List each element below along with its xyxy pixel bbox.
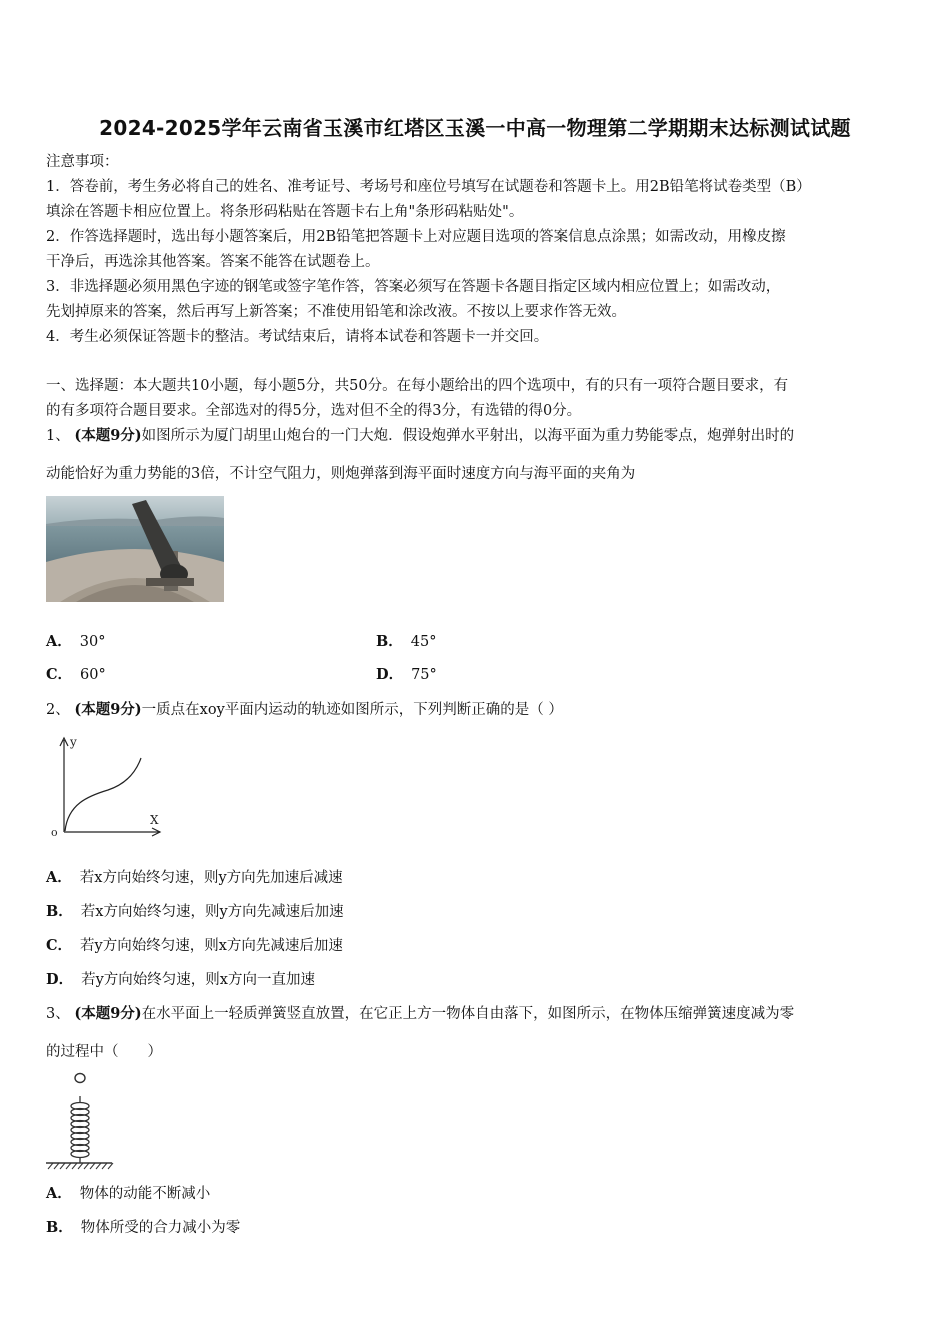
spring-diagram: [46, 1070, 114, 1170]
question-text: 如图所示为厦门胡里山炮台的一门大炮．假设炮弹水平射出，以海平面为重力势能零点，炮弹射出时的: [141, 428, 795, 444]
option-letter: B．: [46, 1219, 73, 1236]
question-text: 在水平面上一轻质弹簧竖直放置，在它正上方一物体自由落下，如图所示，在物体压缩弹簧速度减为零: [141, 1006, 795, 1022]
cannon-photo: [46, 496, 224, 602]
notice-line: 干净后，再选涂其他答案。答案不能答在试题卷上。: [46, 254, 380, 270]
question-score: (本题9分): [74, 701, 142, 718]
option-letter: B．: [46, 903, 73, 920]
x-axis-label: X: [150, 813, 159, 827]
question-score: (本题9分): [74, 1005, 142, 1022]
question-2-option-a[interactable]: [46, 868, 343, 888]
origin-label: o: [51, 826, 58, 839]
question-1-option-c[interactable]: [46, 665, 106, 685]
section-instructions: 的有多项符合题目要求。全部选对的得5分，选对但不全的得3分，有选错的得0分。: [46, 403, 582, 419]
notice-line: 4．考生必须保证答题卡的整洁。考试结束后，请将本试卷和答题卡一并交回。: [46, 329, 549, 345]
question-1-stem: [46, 426, 908, 446]
question-3-option-b[interactable]: [46, 1218, 240, 1238]
question-2-option-c[interactable]: [46, 936, 343, 956]
question-1-stem-cont: 动能恰好为重力势能的3倍，不计空气阻力，则炮弹落到海平面时速度方向与海平面的夹角为: [46, 466, 636, 482]
question-text: 一质点在xoy平面内运动的轨迹如图所示，下列判断正确的是（ ）: [141, 702, 563, 718]
notice-heading: 注意事项：: [46, 154, 119, 170]
option-text: 若y方向始终匀速，则x方向先减速后加速: [80, 938, 343, 954]
question-1-option-d[interactable]: [376, 665, 437, 685]
trajectory-curve: [65, 758, 141, 831]
question-3-stem: [46, 1004, 908, 1024]
question-2-option-b[interactable]: [46, 902, 344, 922]
option-text: 物体所受的合力减小为零: [80, 1220, 241, 1236]
page-title: 2024-2025学年云南省玉溪市红塔区玉溪一中高一物理第二学期期末达标测试试题: [99, 116, 851, 140]
option-letter: C．: [46, 937, 73, 954]
spring-coil-icon: [71, 1096, 89, 1163]
option-text: 60°: [80, 667, 106, 683]
question-number: 1、: [46, 428, 70, 444]
notice-line: 2．作答选择题时，选出每小题答案后，用2B铅笔把答题卡上对应题目选项的答案信息点涂黑；如需改动，用橡皮擦: [46, 229, 786, 245]
question-1-option-b[interactable]: [376, 632, 436, 652]
y-axis-label: y: [70, 735, 77, 749]
option-text: 75°: [411, 667, 437, 683]
question-score: (本题9分): [74, 427, 142, 444]
ground-hatch-icon: [48, 1163, 113, 1169]
option-letter: A．: [46, 1185, 72, 1202]
option-letter: A．: [46, 869, 72, 886]
option-letter: B．: [376, 633, 403, 650]
notice-line: 3．非选择题必须用黑色字迹的钢笔或签字笔作答，答案必须写在答题卡各题目指定区域内相应位置上；如需改动，: [46, 279, 781, 295]
notice-line: 先划掉原来的答案，然后再写上新答案；不准使用铅笔和涂改液。不按以上要求作答无效。: [46, 304, 626, 320]
option-text: 45°: [410, 634, 437, 650]
option-text: 若x方向始终匀速，则y方向先减速后加速: [80, 904, 344, 920]
option-text: 若x方向始终匀速，则y方向先加速后减速: [79, 870, 343, 886]
option-letter: C．: [46, 666, 73, 683]
section-instructions: 一、选择题：本大题共10小题，每小题5分，共50分。在每小题给出的四个选项中，有的只有一项符合题目要求，有: [46, 378, 789, 394]
option-letter: D．: [46, 971, 74, 988]
notice-line: 1．答卷前，考生务必将自己的姓名、准考证号、考场号和座位号填写在试题卷和答题卡上。用2B铅笔将试卷类型（B）: [46, 179, 811, 195]
question-2-stem: [46, 700, 908, 720]
question-2-option-d[interactable]: [46, 970, 315, 990]
notice-line: 填涂在答题卡相应位置上。将条形码粘贴在答题卡右上角"条形码粘贴处"。: [46, 204, 524, 220]
question-number: 3、: [46, 1006, 70, 1022]
question-3-stem-cont: 的过程中（ ）: [46, 1044, 162, 1060]
option-text: 30°: [79, 634, 106, 650]
question-1-option-a[interactable]: [46, 632, 105, 652]
question-3-option-a[interactable]: [46, 1184, 210, 1204]
falling-ball-icon: [75, 1074, 85, 1083]
option-text: 物体的动能不断减小: [79, 1186, 211, 1202]
option-letter: D．: [376, 666, 404, 683]
option-letter: A．: [46, 633, 72, 650]
option-text: 若y方向始终匀速，则x方向一直加速: [81, 972, 315, 988]
trajectory-graph: [46, 732, 166, 840]
question-number: 2、: [46, 702, 70, 718]
